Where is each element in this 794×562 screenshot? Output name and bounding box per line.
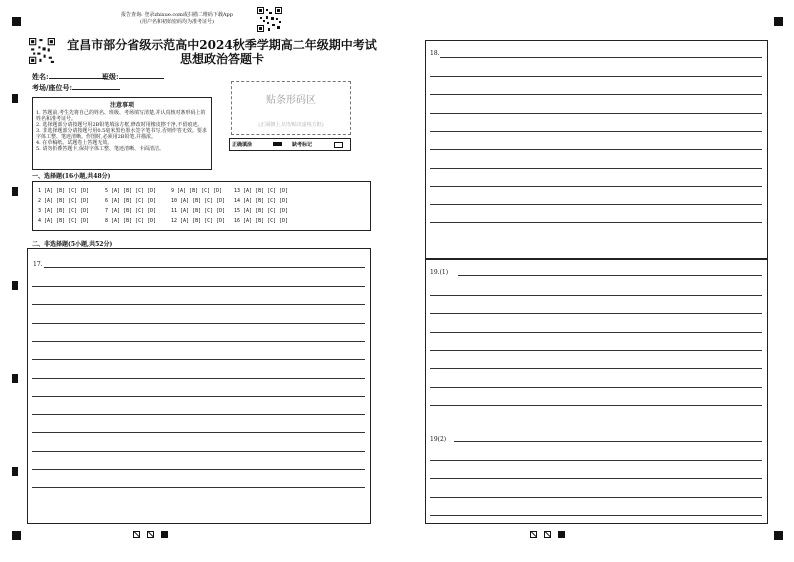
notice-item: 5. 请勿折叠答题卡,保持字体工整、笔迹清晰、卡面清洁。 — [36, 146, 164, 152]
corner-mark-bottom-right — [774, 531, 783, 540]
correct-fill-sample — [273, 142, 282, 146]
answer-line — [32, 341, 365, 342]
notice-item: 1. 答题前,考生先将自己的姓名、班级、考场填写清楚,并认真核对条形码上的姓名和准考证号。 — [36, 110, 206, 122]
page-marker-slash — [147, 531, 154, 538]
answer-line — [440, 57, 762, 58]
page-marker-filled — [161, 531, 168, 538]
answer-box-q19[interactable] — [425, 258, 768, 524]
answer-line — [430, 94, 762, 95]
notice-item: 2. 选择题部分请按题号用2B铅笔填涂方框,修改时用橡皮擦干净,不留痕迹。 — [36, 122, 203, 128]
page-marker-filled — [558, 531, 565, 538]
choice-item[interactable]: 11 [A] [B] [C] [D] — [171, 208, 226, 214]
answer-line — [32, 469, 365, 470]
corner-mark-top-right — [774, 17, 783, 26]
answer-line — [32, 451, 365, 452]
choice-item[interactable]: 9 [A] [B] [C] [D] — [171, 188, 223, 194]
answer-line — [430, 313, 762, 314]
page-marker-slash — [544, 531, 551, 538]
answer-line — [430, 405, 762, 406]
answer-line — [32, 323, 365, 324]
answer-line — [430, 332, 762, 333]
answer-line — [32, 432, 365, 433]
answer-box-q18[interactable] — [425, 40, 768, 260]
answer-line — [430, 222, 762, 223]
answer-line — [430, 131, 762, 132]
report-query-line: 报告查询: 登录zhixue.com或扫描二维码下载App — [121, 12, 233, 18]
answer-line — [430, 515, 762, 516]
section1-title: 一、选择题(16小题,共48分) — [32, 173, 111, 180]
timing-mark — [12, 187, 18, 196]
answer-line — [430, 497, 762, 498]
answer-line — [430, 204, 762, 205]
notice-title: 注意事项 — [109, 102, 134, 109]
notice-item: 4. 在草稿纸、试题卷上答题无效。 — [36, 140, 113, 146]
choice-item[interactable]: 12 [A] [B] [C] [D] — [171, 218, 226, 224]
barcode-hint: (正面朝上,切勿贴出虚线方框) — [258, 122, 324, 128]
corner-mark-top-left — [12, 17, 21, 26]
answer-line — [454, 441, 762, 442]
notice-item: 3. 非选择题部分请按题号用0.5毫米黑色墨水签字笔书写,否则作答无效。要求字体工整、笔迹清晰。作图时,必须用2B铅笔,并描浓。 — [36, 128, 207, 140]
choice-item[interactable]: 5 [A] [B] [C] [D] — [105, 188, 157, 194]
choice-item[interactable]: 8 [A] [B] [C] [D] — [105, 218, 157, 224]
absent-mark-checkbox[interactable] — [334, 142, 343, 148]
answer-line — [430, 76, 762, 77]
absent-mark-label: 缺考标记 — [292, 142, 313, 148]
answer-line — [430, 295, 762, 296]
question-label-19-1: 19.(1) — [430, 269, 449, 276]
answer-line — [430, 387, 762, 388]
choice-item[interactable]: 10 [A] [B] [C] [D] — [171, 198, 226, 204]
question-label-19-2: 19(2) — [430, 436, 447, 443]
choice-item[interactable]: 3 [A] [B] [C] [D] — [38, 208, 90, 214]
name-field[interactable] — [32, 72, 107, 82]
room-seat-label: 考场/座位号: — [32, 83, 73, 92]
notice-box — [32, 97, 212, 170]
answer-line — [430, 168, 762, 169]
question-label-18: 18. — [430, 50, 440, 57]
answer-line — [32, 359, 365, 360]
page-marker-slash — [530, 531, 537, 538]
correct-fill-label: 正确填涂 — [232, 142, 253, 148]
answer-line — [430, 368, 762, 369]
qr-code-student — [29, 38, 55, 64]
filling-sample-box — [229, 138, 351, 151]
page-marker-slash — [133, 531, 140, 538]
choice-item[interactable]: 14 [A] [B] [C] [D] — [234, 198, 289, 204]
answer-line — [44, 267, 365, 268]
answer-line — [32, 304, 365, 305]
answer-line — [32, 286, 365, 287]
corner-mark-bottom-left — [12, 531, 21, 540]
choice-item[interactable]: 16 [A] [B] [C] [D] — [234, 218, 289, 224]
answer-line — [430, 350, 762, 351]
question-label-17: 17. — [33, 261, 43, 268]
choice-item[interactable]: 15 [A] [B] [C] [D] — [234, 208, 289, 214]
class-label: 班级: — [102, 72, 119, 81]
answer-line — [32, 378, 365, 379]
answer-line — [430, 460, 762, 461]
timing-mark — [12, 467, 18, 476]
exam-title: 宜昌市部分省级示范高中2024秋季学期高二年级期中考试 — [67, 38, 377, 52]
choice-grid — [32, 181, 371, 231]
answer-line — [430, 478, 762, 479]
answer-line — [430, 113, 762, 114]
choice-item[interactable]: 13 [A] [B] [C] [D] — [234, 188, 289, 194]
class-field[interactable] — [102, 72, 164, 82]
answer-line — [430, 149, 762, 150]
choice-item[interactable]: 4 [A] [B] [C] [D] — [38, 218, 90, 224]
qr-code-app — [257, 7, 282, 32]
barcode-label: 贴条形码区 — [266, 95, 316, 106]
answer-line — [32, 414, 365, 415]
answer-line — [32, 487, 365, 488]
answer-line — [32, 396, 365, 397]
barcode-area — [231, 81, 351, 135]
answer-line — [430, 186, 762, 187]
report-query-note: (用户名和初始密码均为准考证号) — [140, 19, 214, 25]
room-seat-field[interactable] — [32, 83, 120, 93]
answer-box-q17[interactable] — [27, 248, 371, 524]
name-label: 姓名: — [32, 72, 49, 81]
timing-mark — [12, 281, 18, 290]
timing-mark — [12, 374, 18, 383]
timing-mark — [12, 94, 18, 103]
exam-subtitle: 思想政治答题卡 — [179, 52, 264, 66]
choice-item[interactable]: 1 [A] [B] [C] [D] — [38, 188, 90, 194]
choice-item[interactable]: 2 [A] [B] [C] [D] — [38, 198, 90, 204]
answer-line — [458, 275, 762, 276]
choice-item[interactable]: 7 [A] [B] [C] [D] — [105, 208, 157, 214]
section2-title: 二、非选择题(5小题,共52分) — [32, 241, 113, 248]
choice-item[interactable]: 6 [A] [B] [C] [D] — [105, 198, 157, 204]
